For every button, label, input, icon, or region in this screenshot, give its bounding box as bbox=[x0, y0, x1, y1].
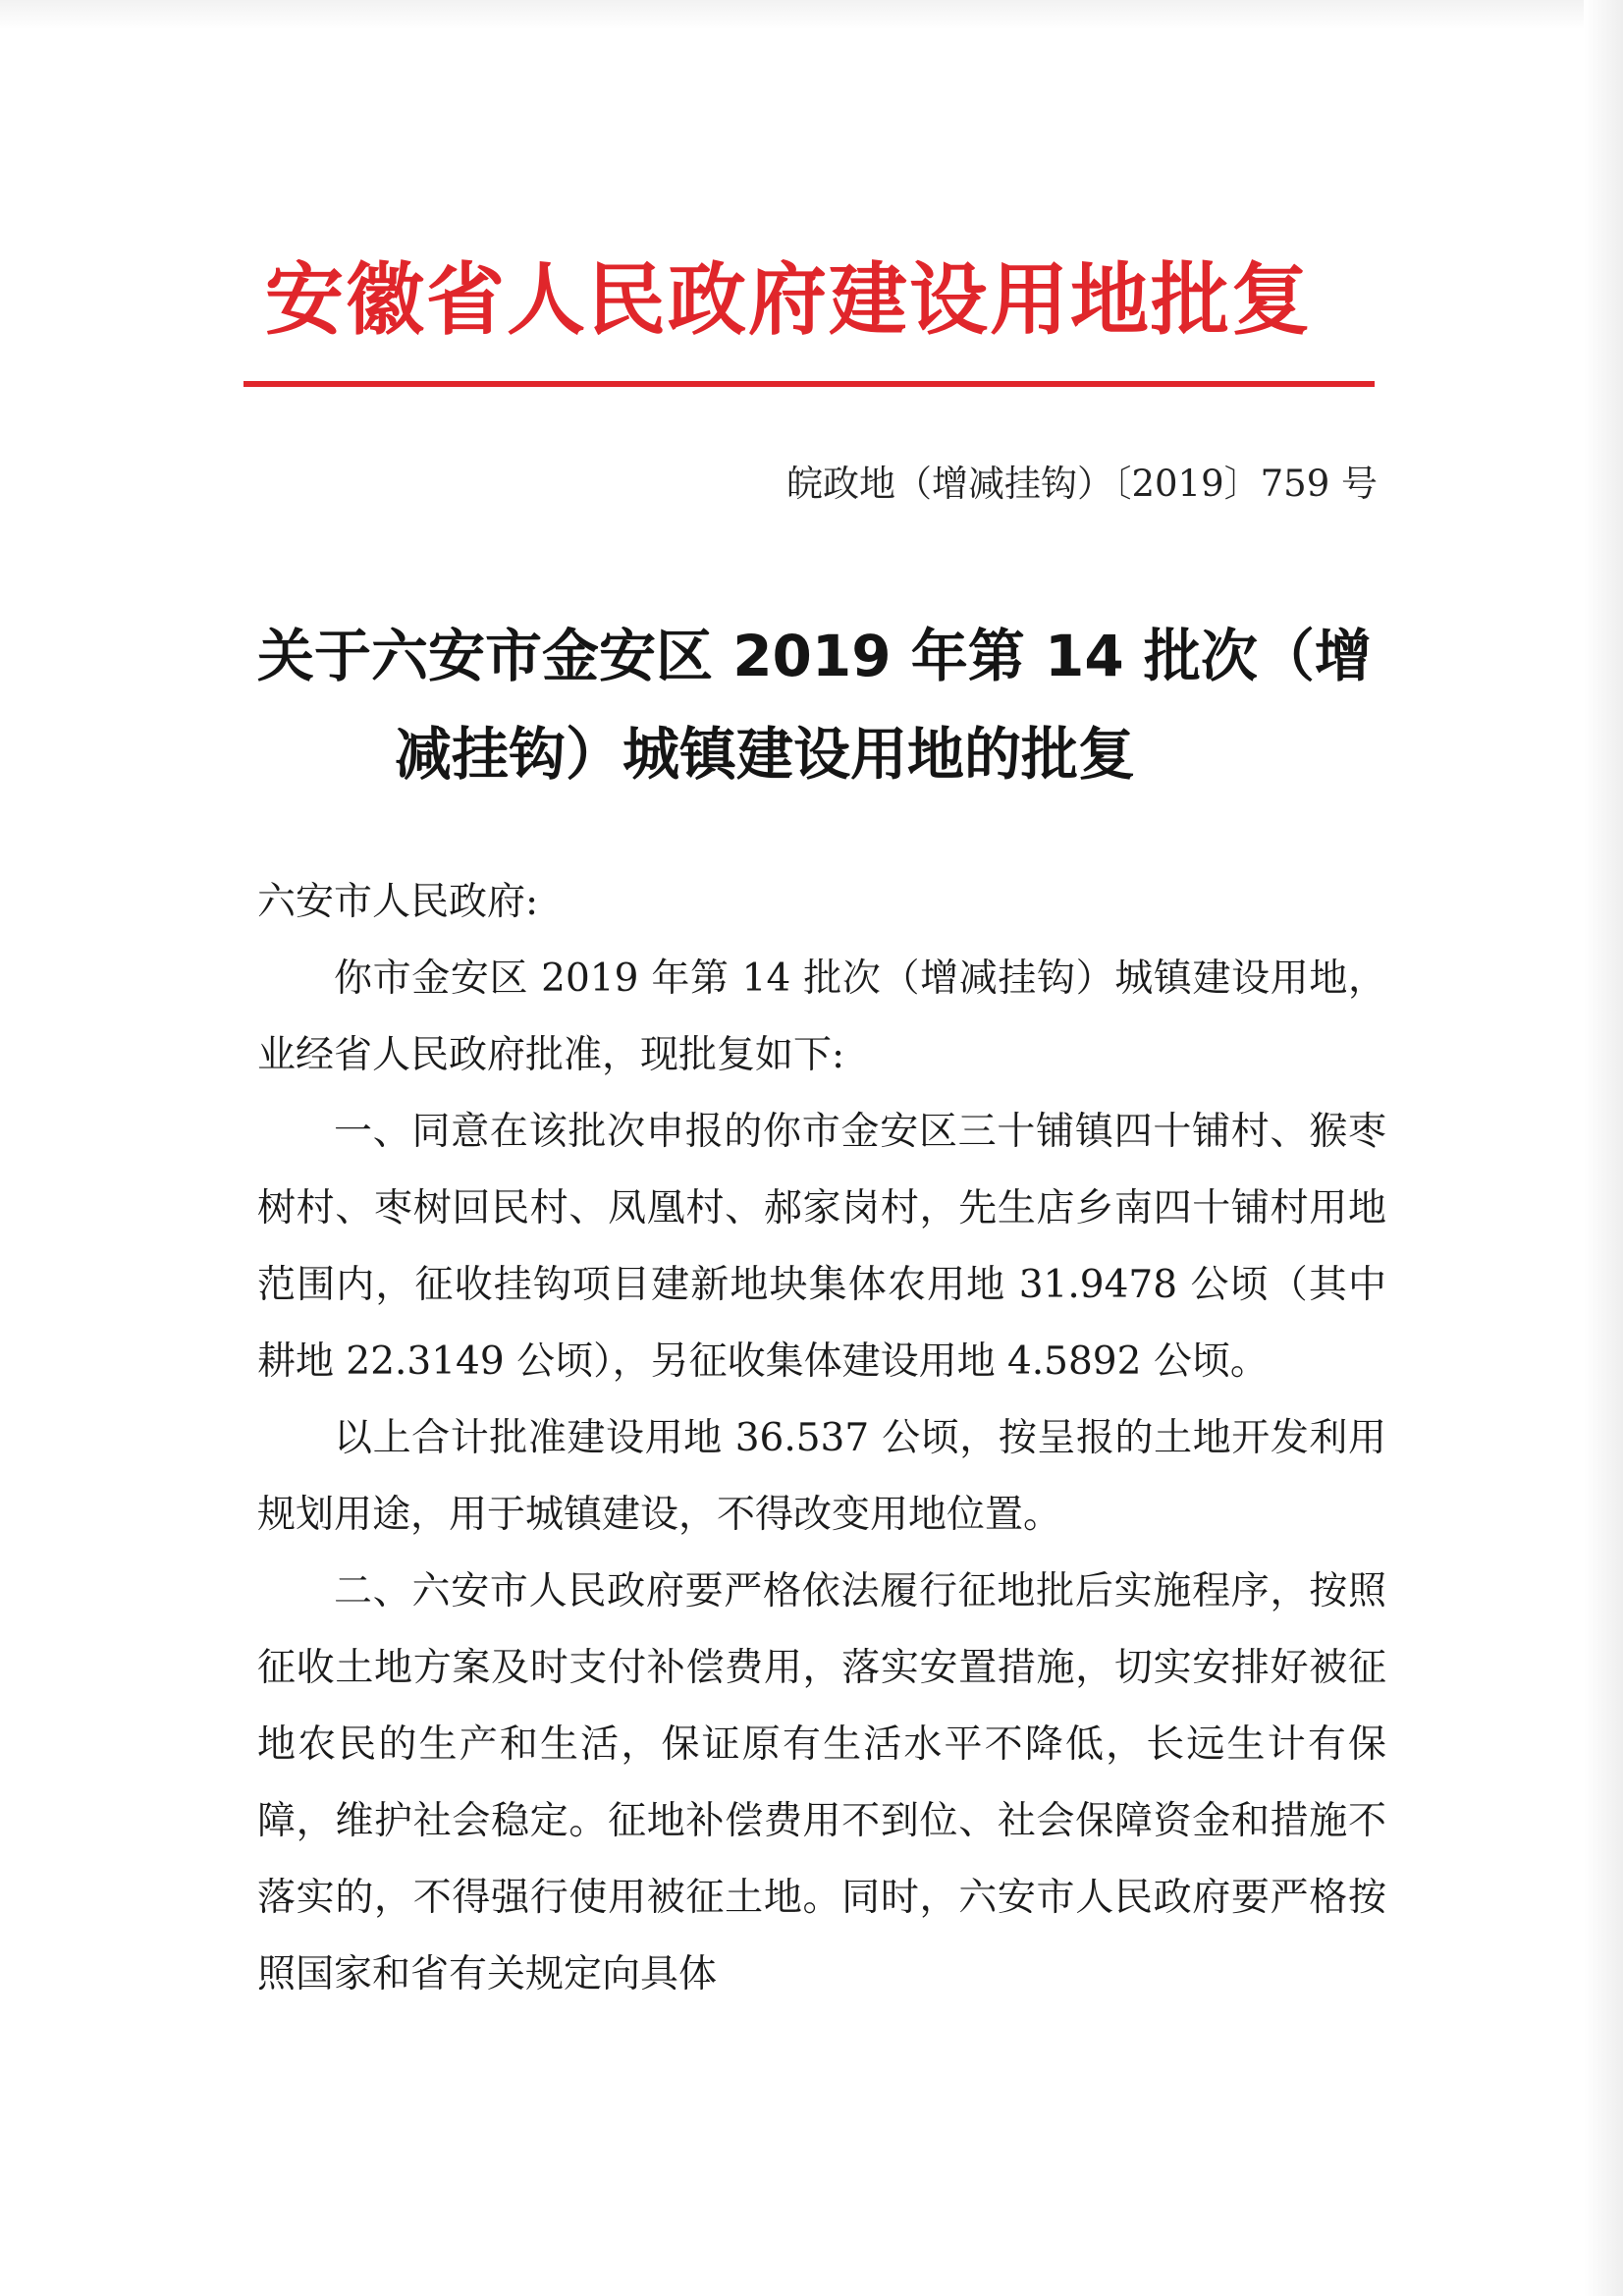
scan-edge-right bbox=[1584, 0, 1623, 2296]
body-paragraph-4: 二、六安市人民政府要严格依法履行征地批后实施程序，按照征收土地方案及时支付补偿费用，落实安置措施，切实安排好被征地农民的生产和生活，保证原有生活水平不降低，长远生计有保障，维护社会稳定。征地补偿费用不到位、社会保障资金和措施不落实的，不得强行使用被征土地。同时，六安市人民政府要严格按照国家和省有关规定向具体 bbox=[257, 1569, 1386, 1996]
header-red-rule bbox=[243, 381, 1375, 387]
document-number: 皖政地（增减挂钩）〔2019〕759 号 bbox=[785, 463, 1378, 505]
scan-edge-top bbox=[0, 0, 1623, 29]
subject-line-2: 减挂钩）城镇建设用地的批复 bbox=[395, 721, 1136, 788]
body-paragraph-2: 一、同意在该批次申报的你市金安区三十铺镇四十铺村、猴枣树村、枣树回民村、凤凰村、郝家岗村，先生店乡南四十铺村用地范围内，征收挂钩项目建新地块集体农用地 31.9478 公顷（其中耕地 22.3149 公顷），另征收集体建设用地 4.5892 公顷。 bbox=[257, 1110, 1386, 1384]
addressee: 六安市人民政府: bbox=[257, 880, 539, 924]
document-subject bbox=[257, 607, 1386, 803]
body-paragraph-3: 以上合计批准建设用地 36.537 公顷，按呈报的土地开发利用规划用途，用于城镇建设，不得改变用地位置。 bbox=[257, 1416, 1386, 1537]
body-paragraph-1: 你市金安区 2019 年第 14 批次（增减挂钩）城镇建设用地，业经省人民政府批准，现批复如下: bbox=[257, 957, 1386, 1077]
document-body bbox=[257, 864, 1386, 2013]
subject-line-1: 关于六安市金安区 2019 年第 14 批次（增 bbox=[257, 623, 1372, 689]
document-header-title: 安徽省人民政府建设用地批复 bbox=[265, 254, 1312, 346]
